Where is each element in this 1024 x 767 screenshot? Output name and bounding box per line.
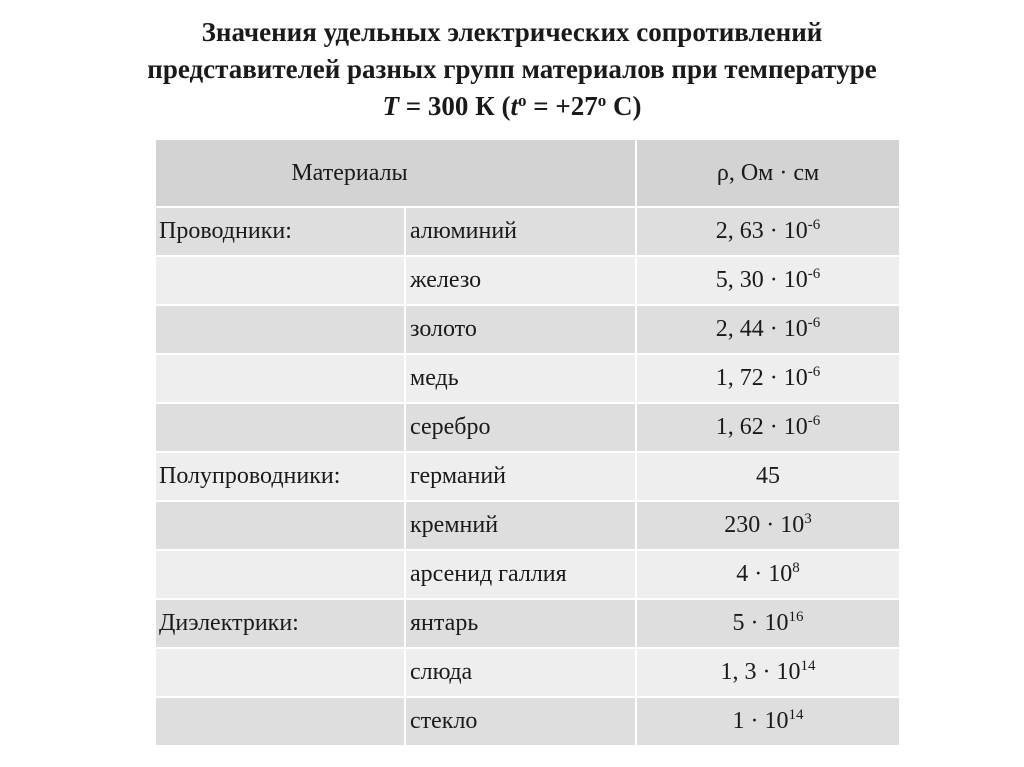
resistivity-value-cell [636,354,900,403]
title-degree-mark: o [517,91,527,110]
material-name-cell: алюминий [405,207,636,256]
resistivity-exponent: -6 [807,413,821,429]
material-name-cell: золото [405,305,636,354]
table-header-row [156,140,900,207]
resistivity-exponent: -6 [807,266,821,282]
material-group-cell [156,403,405,452]
resistivity-value-cell [636,452,900,501]
table-row [156,648,900,697]
resistivity-exponent: 14 [788,707,804,723]
table-row [156,697,900,746]
resistivity-value-cell [636,697,900,746]
resistivity-exponent: 14 [800,658,816,674]
table-row [156,403,900,452]
resistivity-table [156,140,901,747]
resistivity-mantissa: 1, 72 · 10 [715,365,808,391]
header-materials: Материалы [156,140,636,207]
material-name-cell: серебро [405,403,636,452]
title-line-3 [40,88,984,125]
material-group-cell [156,697,405,746]
material-group-cell: Полупроводники: [156,452,405,501]
title-degree-mark: o [597,91,607,110]
resistivity-value-cell [636,305,900,354]
resistivity-mantissa: 45 [756,463,781,489]
resistivity-mantissa: 1 · 10 [732,708,789,734]
material-name-cell: германий [405,452,636,501]
resistivity-exponent: -6 [807,364,821,380]
table-row [156,305,900,354]
resistivity-exponent: 3 [804,511,812,527]
resistivity-mantissa: 2, 63 · 10 [715,218,808,244]
title-celsius-text: = +27 [526,91,598,121]
table-row [156,207,900,256]
resistivity-exponent: -6 [807,217,821,233]
title-kelvin-text: = 300 К ( [398,91,511,121]
title-temperature-symbol: T [382,91,399,121]
resistivity-value-cell [636,648,900,697]
resistivity-value-cell [636,550,900,599]
table-row [156,452,900,501]
table-row [156,354,900,403]
resistivity-mantissa: 1, 62 · 10 [715,414,808,440]
material-group-cell [156,550,405,599]
resistivity-value-cell [636,256,900,305]
material-group-cell: Проводники: [156,207,405,256]
material-name-cell: медь [405,354,636,403]
resistivity-value-cell [636,403,900,452]
resistivity-value-cell [636,599,900,648]
resistivity-exponent: -6 [807,315,821,331]
title-celsius-symbol: t [510,91,518,121]
title-celsius-unit: С) [606,91,642,121]
resistivity-exponent: 16 [788,609,804,625]
material-group-cell: Диэлектрики: [156,599,405,648]
table-row [156,256,900,305]
resistivity-mantissa: 5 · 10 [732,610,789,636]
resistivity-mantissa: 4 · 10 [736,561,793,587]
header-resistivity: ρ, Ом · см [636,140,900,207]
material-name-cell: арсенид галлия [405,550,636,599]
table-row [156,599,900,648]
material-name-cell: кремний [405,501,636,550]
resistivity-exponent: 8 [792,560,800,576]
material-group-cell [156,354,405,403]
material-name-cell: железо [405,256,636,305]
material-group-cell [156,501,405,550]
material-name-cell: янтарь [405,599,636,648]
material-group-cell [156,648,405,697]
table-row [156,501,900,550]
resistivity-mantissa: 230 · 10 [724,512,805,538]
resistivity-value-cell [636,207,900,256]
material-group-cell [156,256,405,305]
resistivity-value-cell [636,501,900,550]
material-name-cell: слюда [405,648,636,697]
material-group-cell [156,305,405,354]
resistivity-mantissa: 1, 3 · 10 [720,659,801,685]
title-line-2: представителей разных групп материалов при температуре [147,54,877,84]
title-line-1: Значения удельных электрических сопротивлений [201,17,823,47]
resistivity-mantissa: 2, 44 · 10 [715,316,808,342]
table-body [156,207,900,746]
material-name-cell: стекло [405,697,636,746]
table-row [156,550,900,599]
resistivity-mantissa: 5, 30 · 10 [715,267,808,293]
slide-title [40,14,984,125]
